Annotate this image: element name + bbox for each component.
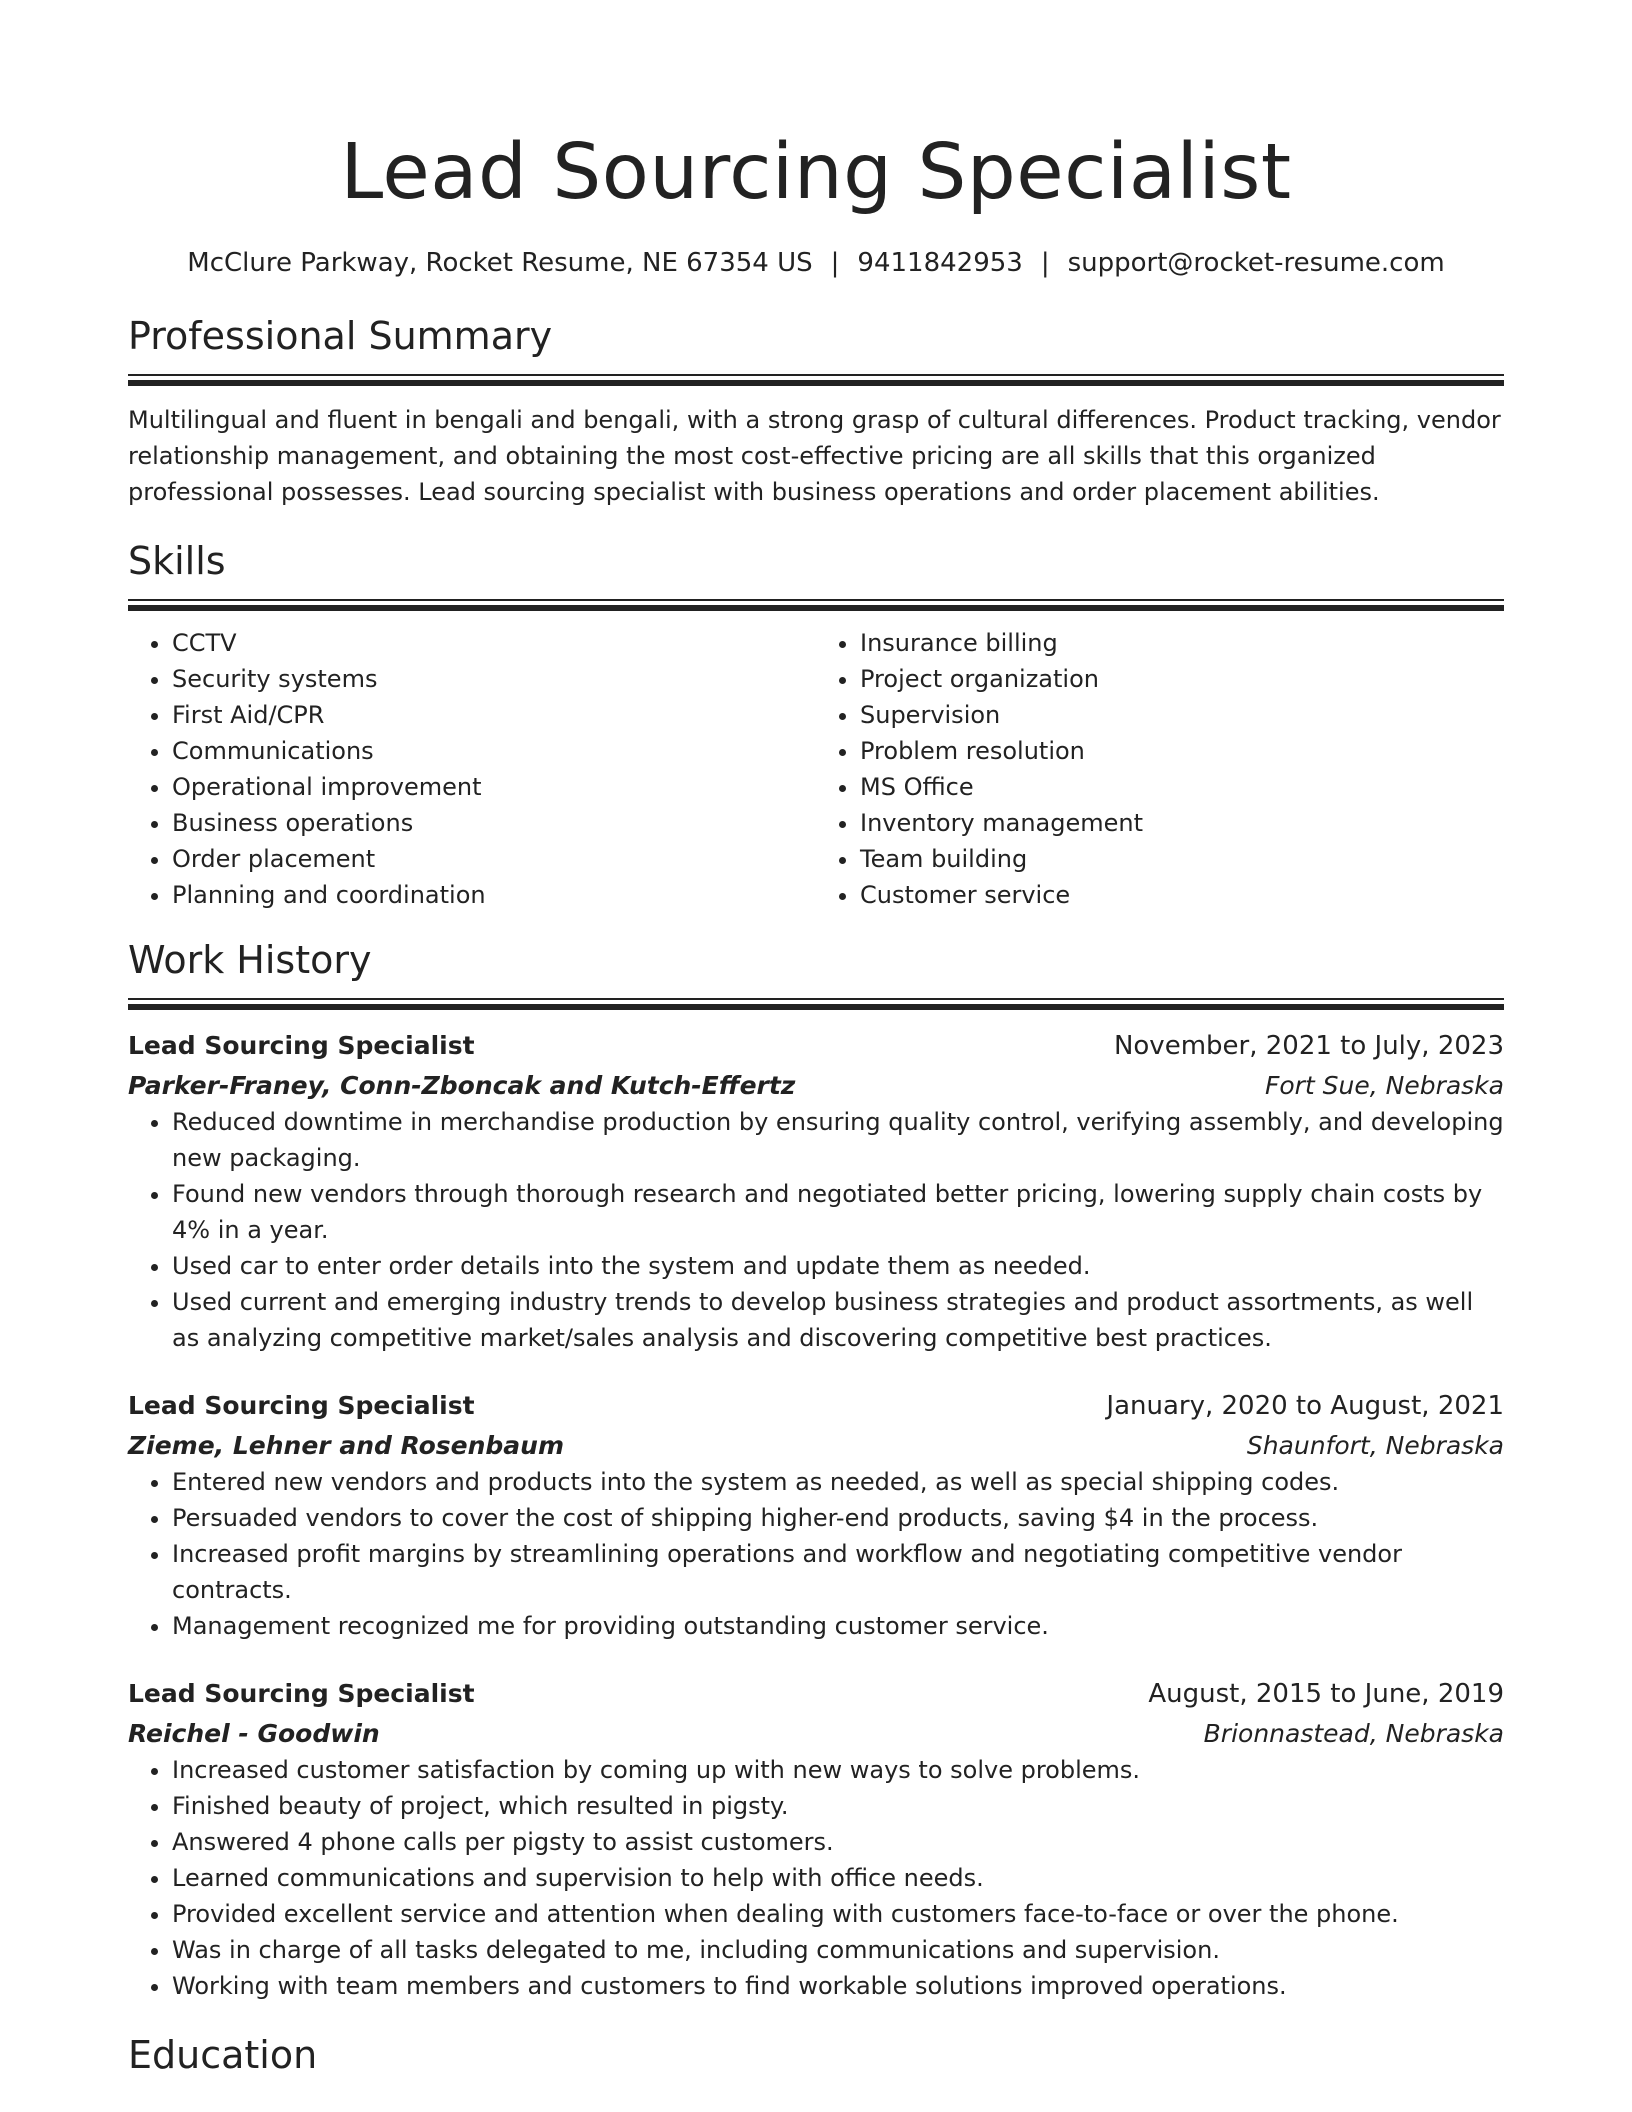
work-section: [128, 935, 1504, 2004]
skill-item: • Business operations: [172, 805, 816, 841]
contact-email: support@rocket-resume.com: [1067, 248, 1445, 278]
job-dates: January, 2020 to August, 2021: [1106, 1391, 1504, 1421]
job-company: Parker-Franey, Conn-Zboncak and Kutch-Effertz: [128, 1071, 796, 1100]
skill-item: • Operational improvement: [172, 769, 816, 805]
skill-item: • Customer service: [860, 877, 1504, 913]
job-bullets: [128, 1752, 1504, 2004]
skill-item: • Planning and coordination: [172, 877, 816, 913]
job-bullet: • Learned communications and supervision to help with office needs.: [172, 1860, 1504, 1896]
contact-separator: |: [830, 248, 840, 278]
job-bullet: • Management recognized me for providing outstanding customer service.: [172, 1608, 1504, 1644]
job-title: Lead Sourcing Specialist: [128, 1679, 475, 1708]
job-location: Brionnastead, Nebraska: [1203, 1719, 1504, 1748]
job-bullets: [128, 1104, 1504, 1356]
job-subheader: [128, 1716, 1504, 1752]
job-dates: November, 2021 to July, 2023: [1113, 1031, 1504, 1061]
job-bullet: • Used car to enter order details into the system and update them as needed.: [172, 1248, 1504, 1284]
skill-item: • Inventory management: [860, 805, 1504, 841]
job-header: [128, 1028, 1504, 1064]
job-bullet: • Reduced downtime in merchandise production by ensuring quality control, verifying assembly, and developing new packaging.: [172, 1104, 1504, 1176]
section-divider: [128, 599, 1504, 611]
skill-item: • Insurance billing: [860, 625, 1504, 661]
job-location: Fort Sue, Nebraska: [1264, 1071, 1504, 1100]
job-bullet: • Used current and emerging industry trends to develop business strategies and product assortments, as well as analyzing competitive market/sales analysis and discovering competitive best practices.: [172, 1284, 1504, 1356]
section-divider: [128, 374, 1504, 386]
summary-section: [128, 311, 1504, 510]
skills-title: Skills: [128, 539, 226, 583]
job-bullet: • Working with team members and customers to find workable solutions improved operations.: [172, 1968, 1504, 2004]
skill-item: • MS Office: [860, 769, 1504, 805]
contact-separator: |: [1040, 248, 1050, 278]
skill-item: • CCTV: [172, 625, 816, 661]
skill-item: • Team building: [860, 841, 1504, 877]
skill-item: • First Aid/CPR: [172, 697, 816, 733]
section-divider: [128, 998, 1504, 1010]
contact-address: McClure Parkway, Rocket Resume, NE 67354 US: [187, 248, 813, 278]
job-subheader: [128, 1428, 1504, 1464]
summary-text: Multilingual and fluent in bengali and bengali, with a strong grasp of cultural differences. Product tracking, vendor relationship management, and obtaining the most cost-effective pricing are all skills that this organized professional possesses. Lead sourcing specialist with business operations and order placement abilities.: [128, 406, 1501, 506]
job-bullet: • Answered 4 phone calls per pigsty to assist customers.: [172, 1824, 1504, 1860]
contact-line: [128, 245, 1504, 281]
job-subheader: [128, 1068, 1504, 1104]
job-bullet: • Found new vendors through thorough research and negotiated better pricing, lowering supply chain costs by 4% in a year.: [172, 1176, 1504, 1248]
skills-section: [128, 536, 1504, 913]
job-header: [128, 1388, 1504, 1424]
skill-item: • Security systems: [172, 661, 816, 697]
job-entry: [128, 1028, 1504, 1356]
skills-column-left: [128, 625, 816, 913]
summary-title: Professional Summary: [128, 314, 553, 358]
contact-phone: 9411842953: [857, 248, 1023, 278]
job-bullet: • Provided excellent service and attention when dealing with customers face-to-face or over the phone.: [172, 1896, 1504, 1932]
job-title: Lead Sourcing Specialist: [128, 1031, 475, 1060]
job-bullet: • Increased customer satisfaction by coming up with new ways to solve problems.: [172, 1752, 1504, 1788]
job-title: Lead Sourcing Specialist: [128, 1391, 475, 1420]
education-section: [128, 2030, 1504, 2080]
job-bullets: [128, 1464, 1504, 1644]
job-location: Shaunfort, Nebraska: [1246, 1431, 1504, 1460]
skills-columns: [128, 625, 1504, 913]
education-title: Education: [128, 2033, 318, 2077]
resume-name: Lead Sourcing Specialist: [340, 128, 1292, 217]
skills-list-right: [816, 625, 1504, 913]
job-bullet: • Was in charge of all tasks delegated to me, including communications and supervision.: [172, 1932, 1504, 1968]
skill-item: • Order placement: [172, 841, 816, 877]
work-title: Work History: [128, 938, 372, 982]
skill-item: • Problem resolution: [860, 733, 1504, 769]
job-entry: [128, 1388, 1504, 1644]
job-dates: August, 2015 to June, 2019: [1148, 1679, 1504, 1709]
skills-column-right: [816, 625, 1504, 913]
job-bullet: • Finished beauty of project, which resulted in pigsty.: [172, 1788, 1504, 1824]
job-company: Reichel - Goodwin: [128, 1719, 380, 1748]
job-bullet: • Persuaded vendors to cover the cost of shipping higher-end products, saving $4 in the process.: [172, 1500, 1504, 1536]
skill-item: • Supervision: [860, 697, 1504, 733]
skill-item: • Communications: [172, 733, 816, 769]
skills-list-left: [128, 625, 816, 913]
skill-item: • Project organization: [860, 661, 1504, 697]
job-header: [128, 1676, 1504, 1712]
job-bullet: • Entered new vendors and products into the system as needed, as well as special shipping codes.: [172, 1464, 1504, 1500]
job-entry: [128, 1676, 1504, 2004]
job-bullet: • Increased profit margins by streamlining operations and workflow and negotiating competitive vendor contracts.: [172, 1536, 1504, 1608]
job-company: Zieme, Lehner and Rosenbaum: [128, 1431, 565, 1460]
